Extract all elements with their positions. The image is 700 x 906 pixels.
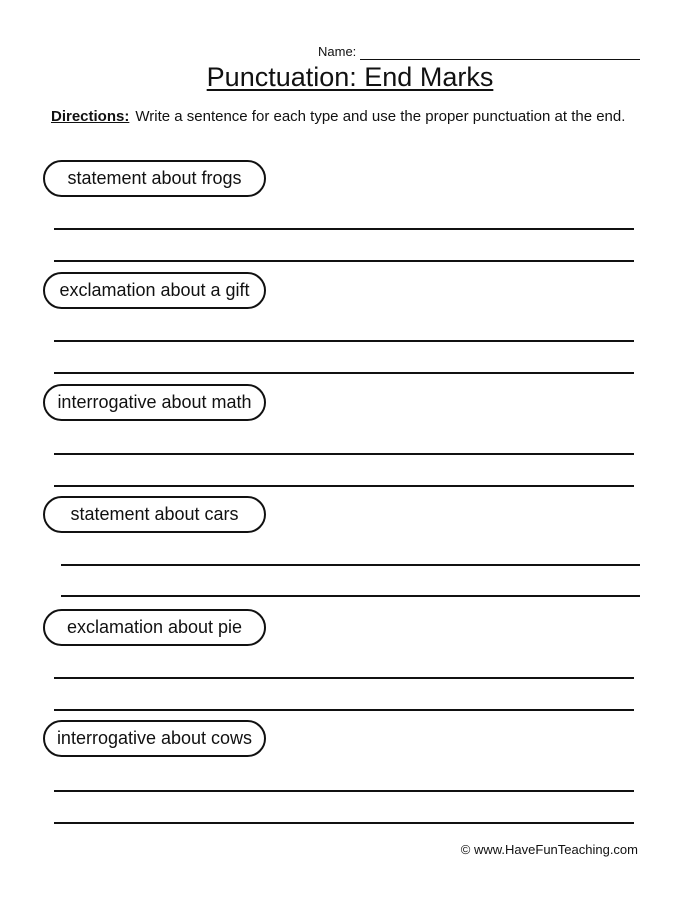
prompt-box: exclamation about pie [43,609,266,646]
writing-line[interactable] [54,822,634,824]
directions [51,107,641,127]
name-writing-line[interactable] [360,46,640,60]
writing-line[interactable] [54,485,634,487]
directions-text: Write a sentence for each type and use the proper punctuation at the end. [135,108,626,125]
name-field [318,40,640,60]
writing-line[interactable] [54,260,634,262]
writing-line[interactable] [54,340,634,342]
writing-line[interactable] [54,228,634,230]
prompt-box: exclamation about a gift [43,272,266,309]
prompt-box: interrogative about cows [43,720,266,757]
prompt-box: statement about cars [43,496,266,533]
directions-label: Directions: [51,108,130,125]
page-title: Punctuation: End Marks [206,62,494,92]
writing-line[interactable] [54,453,634,455]
name-label: Name: [318,44,357,59]
writing-line[interactable] [61,595,640,597]
prompt-box: statement about frogs [43,160,266,197]
writing-line[interactable] [54,709,634,711]
copyright-footer: © www.HaveFunTeaching.com [460,842,638,857]
writing-line[interactable] [54,677,634,679]
writing-line[interactable] [61,564,640,566]
writing-line[interactable] [54,372,634,374]
prompt-box: interrogative about math [43,384,266,421]
writing-line[interactable] [54,790,634,792]
